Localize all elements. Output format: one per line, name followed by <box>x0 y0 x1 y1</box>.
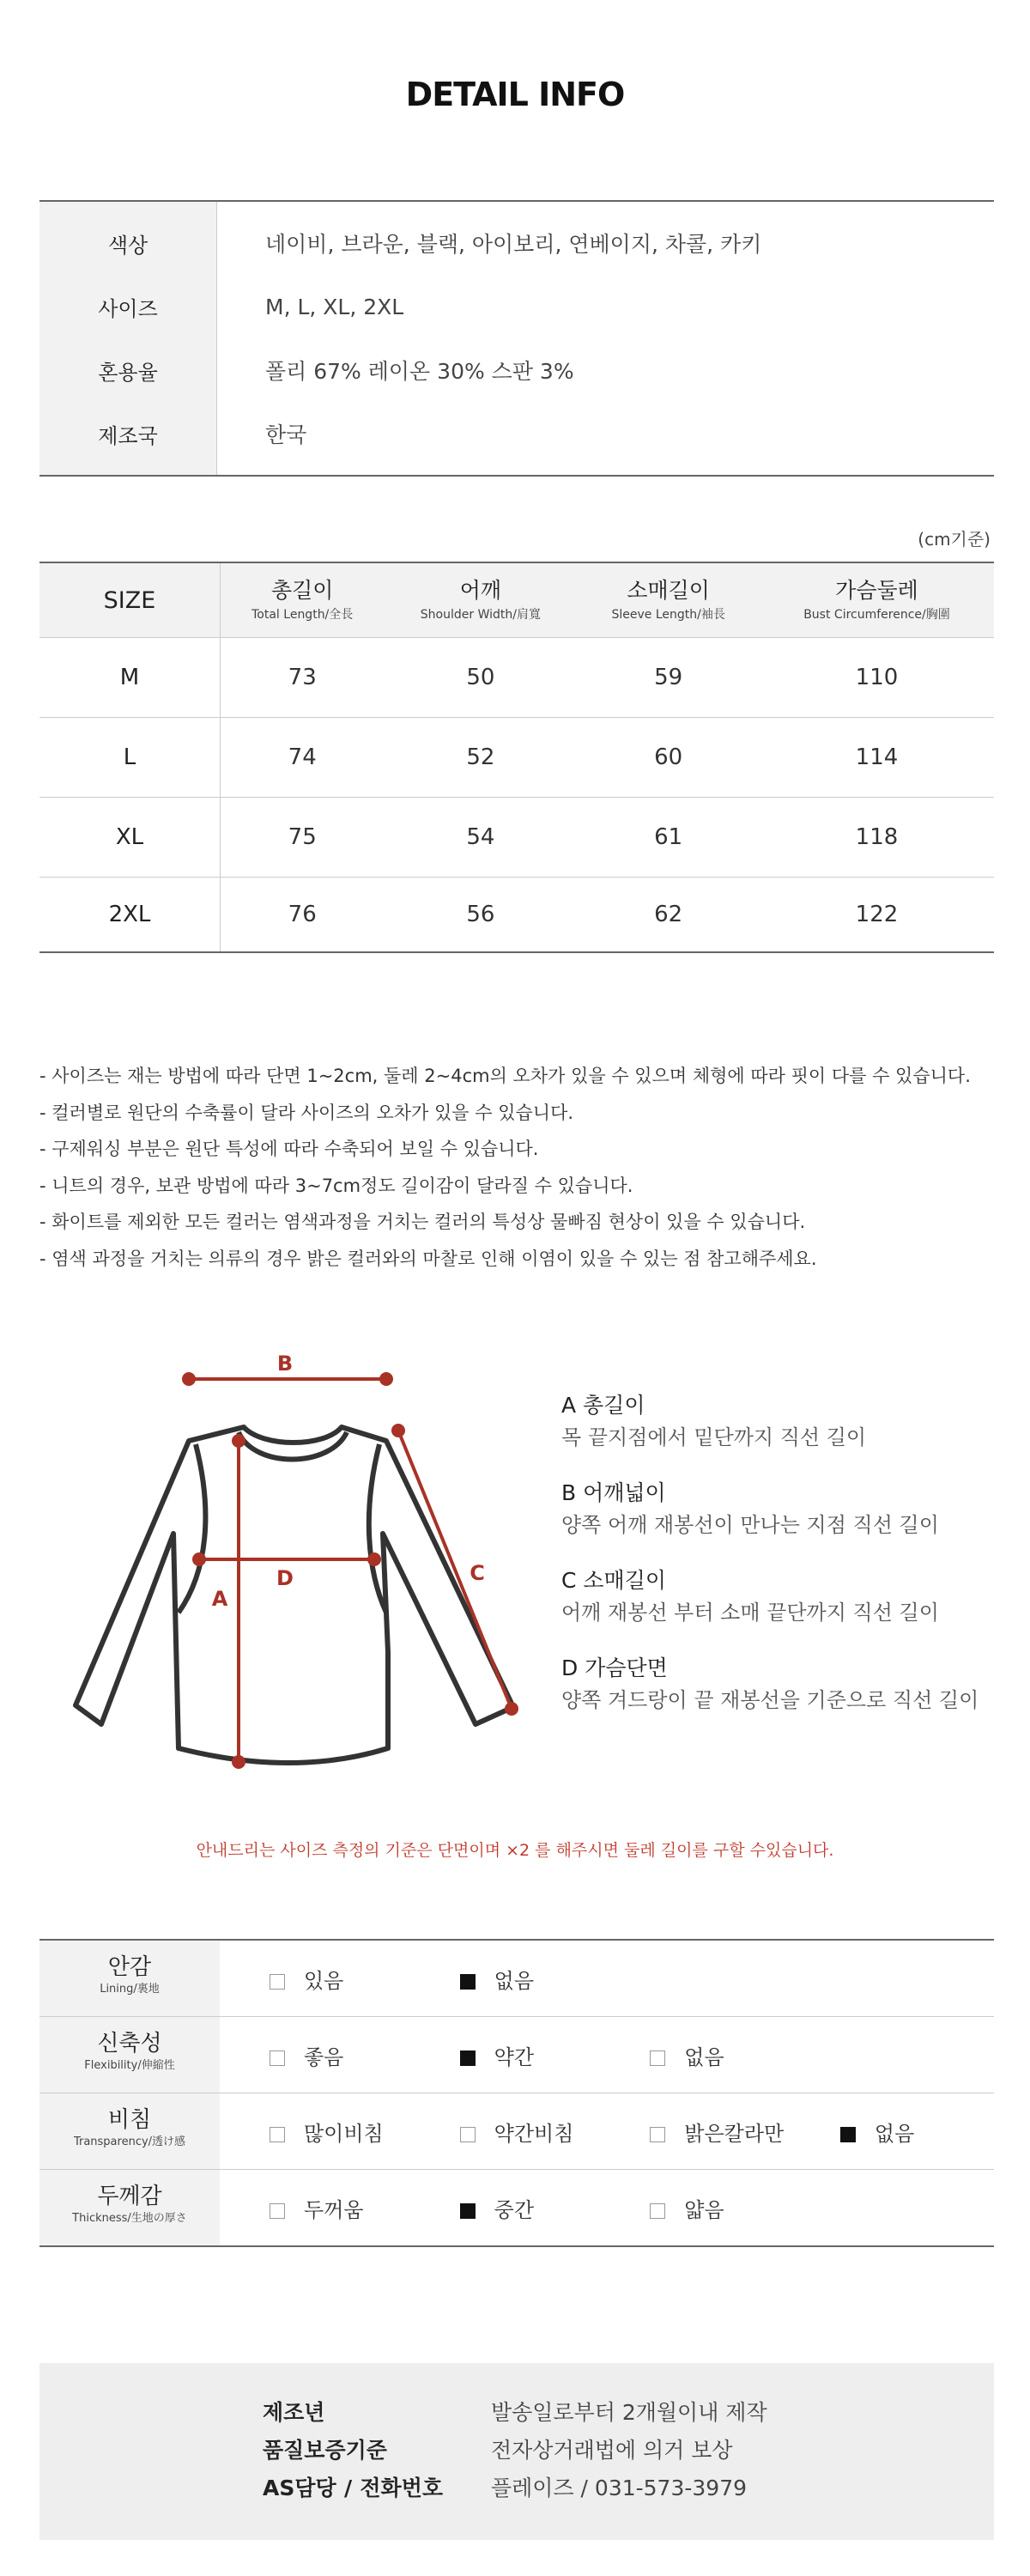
feature-options <box>220 2170 994 2247</box>
size-value: 61 <box>577 798 760 878</box>
option-label: 많이비침 <box>304 2121 384 2146</box>
size-value: 54 <box>384 798 577 878</box>
checkbox-icon <box>270 2050 285 2066</box>
note-item: - 구제워싱 부분은 원단 특성에 따라 수축되어 보일 수 있습니다. <box>39 1139 539 1159</box>
label-c: C <box>470 1561 485 1585</box>
feature-option <box>840 2117 943 2147</box>
info-value: 폴리 67% 레이온 30% 스판 3% <box>265 359 574 384</box>
feature-option <box>650 2040 833 2070</box>
info-row <box>39 338 994 402</box>
size-row <box>39 638 994 718</box>
note-item: - 화이트를 제외한 모든 컬러는 염색과정을 거치는 컬러의 특성상 물빠짐 현상이 있을 수 있습니다. <box>39 1212 806 1232</box>
description-title: C 소매길이 <box>561 1568 667 1593</box>
column-header-en: Bust Circumference/胸圍 <box>803 608 950 622</box>
notice-value: 발송일로부터 2개월이내 제작 <box>491 2400 767 2425</box>
garment-left-seam <box>179 1444 205 1613</box>
column-header-ko: 총길이 <box>270 578 334 603</box>
option-label: 없음 <box>874 2121 915 2146</box>
garment-outline <box>76 1427 513 1763</box>
label-b: B <box>276 1352 294 1376</box>
product-info-table <box>39 200 994 477</box>
description-item <box>561 1566 978 1630</box>
feature-option <box>460 2117 644 2147</box>
size-value: 122 <box>855 902 899 927</box>
description-text: 어깨 재봉선 부터 소매 끝단까지 직선 길이 <box>561 1601 939 1625</box>
column-header <box>221 562 385 638</box>
checkbox-icon <box>270 2127 285 2142</box>
checked-box-icon <box>460 2203 476 2219</box>
measure-dot <box>393 1425 403 1436</box>
info-label: 제조국 <box>39 402 217 476</box>
option-label: 없음 <box>684 2044 724 2069</box>
feature-label-ko: 두께감 <box>97 2184 162 2209</box>
option-label: 약간비침 <box>494 2121 574 2146</box>
measure-dot <box>506 1704 517 1714</box>
size-value: 75 <box>221 798 385 878</box>
size-row <box>39 798 994 878</box>
feature-label-ko: 비침 <box>107 2107 152 2133</box>
column-header <box>577 562 760 638</box>
size-value: 50 <box>384 638 577 718</box>
feature-label-en: Thickness/生地の厚さ <box>72 2212 187 2225</box>
checkbox-icon <box>460 2127 476 2142</box>
feature-option <box>270 2040 453 2070</box>
size-label: 2XL <box>39 878 221 953</box>
size-row <box>39 718 994 798</box>
note-item: - 니트의 경우, 보관 방법에 따라 3~7cm정도 길이감이 달라질 수 있습니다. <box>39 1175 633 1196</box>
description-text: 양쪽 어깨 재봉선이 만나는 지점 직선 길이 <box>561 1513 939 1537</box>
option-label: 얇음 <box>684 2197 724 2222</box>
feature-option <box>460 2193 644 2223</box>
label-a: A <box>211 1587 228 1611</box>
feature-row <box>39 1940 994 2017</box>
measurement-descriptions <box>561 1391 978 1741</box>
checked-box-icon <box>460 2050 476 2066</box>
checkbox-icon <box>270 1974 285 1990</box>
option-label: 약간 <box>494 2044 535 2069</box>
size-header: SIZE <box>39 562 221 638</box>
description-item <box>561 1391 978 1455</box>
feature-label <box>39 1940 220 2017</box>
label-d: D <box>276 1566 294 1590</box>
size-value: 76 <box>288 902 317 927</box>
notice-value: 전자상거래법에 의거 보상 <box>491 2438 733 2463</box>
size-value: 110 <box>760 638 994 718</box>
option-label: 좋음 <box>304 2044 344 2069</box>
feature-row <box>39 2093 994 2170</box>
size-label: XL <box>39 798 221 878</box>
feature-option <box>270 2117 453 2147</box>
feature-label <box>39 2093 220 2170</box>
feature-option <box>270 2193 453 2223</box>
size-value: 62 <box>654 902 683 927</box>
feature-label-en: Lining/裏地 <box>100 1983 160 1996</box>
option-label: 있음 <box>304 1968 344 1993</box>
feature-label <box>39 2017 220 2093</box>
feature-options <box>220 2017 994 2093</box>
size-value: 118 <box>760 798 994 878</box>
checked-box-icon <box>840 2127 856 2142</box>
feature-options <box>220 1940 994 2017</box>
checked-box-icon <box>460 1974 476 1990</box>
checkbox-icon <box>650 2050 665 2066</box>
description-title: A 총길이 <box>561 1393 645 1418</box>
option-label: 밝은칼라만 <box>684 2121 785 2146</box>
size-header-row <box>39 562 994 638</box>
feature-label-en: Flexibility/伸縮性 <box>84 2059 175 2072</box>
checkbox-icon <box>650 2203 665 2219</box>
unit-note: (cm기준) <box>918 529 991 550</box>
size-value: 52 <box>384 718 577 798</box>
column-header-ko: 가슴둘레 <box>835 578 918 603</box>
size-value: 60 <box>577 718 760 798</box>
measure-dot <box>184 1374 194 1384</box>
size-value: 74 <box>221 718 385 798</box>
option-label: 없음 <box>494 1968 535 1993</box>
size-value: 73 <box>221 638 385 718</box>
measure-dot <box>194 1554 204 1564</box>
description-item <box>561 1654 978 1717</box>
description-title: B 어깨넓이 <box>561 1480 666 1505</box>
feature-option <box>270 1964 453 1994</box>
notice-value: 플레이즈 / 031-573-3979 <box>491 2476 748 2500</box>
column-header <box>384 562 577 638</box>
notice-label: AS담당 / 전화번호 <box>263 2476 443 2500</box>
checkbox-icon <box>270 2203 285 2219</box>
size-label: L <box>39 718 221 798</box>
info-row <box>39 201 994 275</box>
feature-label-en: Transparency/透け感 <box>73 2136 186 2148</box>
info-row <box>39 402 994 476</box>
size-label: M <box>39 638 221 718</box>
description-text: 목 끝지점에서 밑단까지 직선 길이 <box>561 1425 867 1449</box>
column-header-ko: 어깨 <box>459 578 502 603</box>
feature-options <box>220 2093 994 2170</box>
feature-label-ko: 안감 <box>107 1954 152 1980</box>
notice-label: 제조년 <box>263 2400 325 2425</box>
size-table <box>39 562 994 953</box>
option-label: 두꺼움 <box>304 2197 364 2222</box>
measure-dot <box>233 1436 244 1446</box>
size-value: 114 <box>760 718 994 798</box>
measure-dot <box>233 1757 244 1767</box>
column-header-ko: 소매길이 <box>627 578 710 603</box>
description-item <box>561 1479 978 1542</box>
feature-row <box>39 2017 994 2093</box>
feature-label <box>39 2170 220 2247</box>
note-item: - 염색 과정을 거치는 의류의 경우 밝은 컬러와의 마찰로 인해 이염이 있을 수 있는 점 참고해주세요. <box>39 1248 817 1269</box>
size-value: 56 <box>466 902 495 927</box>
info-label: 색상 <box>39 201 217 275</box>
feature-option <box>460 2040 644 2070</box>
measure-dot <box>369 1554 379 1564</box>
measure-dot <box>381 1374 391 1384</box>
size-value: 59 <box>577 638 760 718</box>
note-item: - 컬러별로 원단의 수축률이 달라 사이즈의 오차가 있을 수 있습니다. <box>39 1102 574 1123</box>
size-notes <box>39 1058 1018 1277</box>
note-item: - 사이즈는 재는 방법에 따라 단면 1~2cm, 둘레 2~4cm의 오차가 있을 수 있으며 체형에 따라 핏이 다를 수 있습니다. <box>39 1066 971 1086</box>
info-row <box>39 275 994 338</box>
column-header-en: Sleeve Length/袖長 <box>611 608 725 622</box>
notice-row <box>39 2433 994 2471</box>
description-title: D 가슴단면 <box>561 1656 668 1680</box>
column-header-en: Total Length/全長 <box>251 608 354 622</box>
feature-option <box>650 2193 833 2223</box>
info-value: M, L, XL, 2XL <box>265 294 404 319</box>
checkbox-icon <box>650 2127 665 2142</box>
info-label: 혼용율 <box>39 338 217 402</box>
notice-row <box>39 2396 994 2433</box>
measurement-diagram <box>52 1340 532 1803</box>
info-label: 사이즈 <box>39 275 217 338</box>
info-value: 한국 <box>265 422 307 447</box>
notice-row <box>39 2471 994 2509</box>
description-text: 양쪽 겨드랑이 끝 재봉선을 기준으로 직선 길이 <box>561 1688 979 1712</box>
measure-line-c <box>398 1431 512 1709</box>
feature-row <box>39 2170 994 2247</box>
column-header-en: Shoulder Width/肩寬 <box>420 608 541 622</box>
product-notice-box <box>39 2363 994 2540</box>
notice-label: 품질보증기준 <box>263 2438 387 2463</box>
feature-table <box>39 1939 994 2247</box>
measurement-guide-note: 안내드리는 사이즈 측정의 기준은 단면이며 ×2 를 해주시면 둘레 길이를 구할 수있습니다. <box>196 1841 834 1860</box>
page-title: DETAIL INFO <box>405 76 625 113</box>
info-value: 네이비, 브라운, 블랙, 아이보리, 연베이지, 차콜, 카키 <box>265 232 762 257</box>
feature-label-ko: 신축성 <box>97 2031 162 2057</box>
column-header <box>760 562 994 638</box>
option-label: 중간 <box>494 2197 535 2222</box>
size-row <box>39 878 994 953</box>
feature-option <box>650 2117 833 2147</box>
feature-option <box>460 1964 644 1994</box>
